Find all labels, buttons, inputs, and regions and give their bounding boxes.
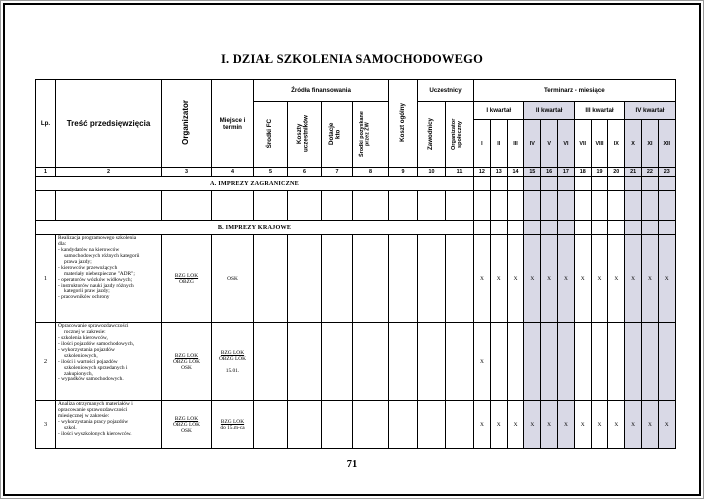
month-mark: X — [524, 235, 541, 323]
row-lp: 3 — [36, 401, 56, 449]
month-mark: X — [658, 401, 675, 449]
column-number: 21 — [625, 168, 642, 177]
header-month: VI — [558, 120, 575, 168]
column-number: 5 — [254, 168, 288, 177]
page-number: 71 — [346, 459, 358, 470]
header-zawodnicy — [418, 102, 446, 168]
column-number: 1 — [36, 168, 56, 177]
header-dotacje-label: Dotacje kto — [328, 122, 342, 145]
column-number: 4 — [212, 168, 254, 177]
header-quarter-2: II kwartał — [524, 102, 574, 120]
month-mark — [558, 323, 575, 401]
month-mark: X — [658, 235, 675, 323]
column-number: 6 — [288, 168, 322, 177]
document-title: I. DZIAŁ SZKOLENIA SAMOCHODOWEGO — [220, 52, 483, 66]
header-month: XI — [642, 120, 659, 168]
header-uczestnicy: Uczestnicy — [418, 80, 474, 102]
column-number: 17 — [558, 168, 575, 177]
header-koszt-ogolny — [389, 80, 418, 168]
column-number: 3 — [162, 168, 212, 177]
header-dotacje — [322, 102, 353, 168]
month-mark: X — [591, 235, 608, 323]
row-place: BZG LOK OBZG LOK 15.01. — [212, 323, 254, 401]
header-srodki-fc — [254, 102, 288, 168]
month-mark: X — [591, 401, 608, 449]
row-lp: 2 — [36, 323, 56, 401]
header-organizator — [162, 80, 212, 168]
header-quarter-4: IV kwartał — [625, 102, 675, 120]
column-number: 14 — [507, 168, 524, 177]
header-month: VIII — [591, 120, 608, 168]
month-mark: X — [524, 401, 541, 449]
column-number: 18 — [574, 168, 591, 177]
month-mark: X — [490, 401, 507, 449]
row-lp: 1 — [36, 235, 56, 323]
column-number: 2 — [56, 168, 162, 177]
month-mark: X — [507, 235, 524, 323]
column-number: 13 — [490, 168, 507, 177]
header-quarter-1: I kwartał — [474, 102, 524, 120]
header-quarter-3: III kwartał — [574, 102, 624, 120]
month-mark — [524, 323, 541, 401]
month-mark — [591, 323, 608, 401]
header-organizator-spoleczny-label: Organizator społeczny — [450, 117, 463, 150]
column-number: 16 — [541, 168, 558, 177]
column-number: 20 — [608, 168, 625, 177]
column-number: 10 — [418, 168, 446, 177]
header-month: IV — [524, 120, 541, 168]
month-mark: X — [608, 235, 625, 323]
month-mark: X — [507, 401, 524, 449]
row-organizer: BZG LOK OBZG — [162, 235, 212, 323]
column-number: 9 — [389, 168, 418, 177]
header-organizator-spoleczny — [446, 102, 474, 168]
plan-table — [35, 79, 676, 449]
header-srodki-zw-label: Środki pozyskane przez ZW — [358, 110, 371, 157]
header-lp: Lp. — [36, 80, 56, 168]
month-mark — [574, 323, 591, 401]
section-heading-b: B. IMPREZY KRAJOWE — [36, 221, 474, 235]
month-mark: X — [625, 235, 642, 323]
column-number: 8 — [353, 168, 389, 177]
header-tresc: Treść przedsięwzięcia — [56, 80, 162, 168]
month-mark: X — [608, 401, 625, 449]
month-mark: X — [474, 235, 491, 323]
column-number: 12 — [474, 168, 491, 177]
table-row — [36, 323, 676, 401]
row-description: Realizacja programowego szkolenia dla: - kandydatów na kierowców samochodowych różnych kategorii prawa jazdy; - kierowców przewożących materiały niebezpieczne "ADR"; - operatorów wózków widłowych; - instruktorów nauki jazdy różnych kategorii praw jazdy; - pracowników ochrony — [56, 235, 162, 323]
header-month: X — [625, 120, 642, 168]
month-mark: X — [558, 235, 575, 323]
header-month: II — [490, 120, 507, 168]
table-row — [36, 401, 676, 449]
header-zawodnicy-label: Zawodnicy — [427, 117, 435, 150]
header-terminarz: Terminarz - miesiące — [474, 80, 676, 102]
month-mark — [608, 323, 625, 401]
header-month: V — [541, 120, 558, 168]
header-month: VII — [574, 120, 591, 168]
month-mark — [642, 323, 659, 401]
column-number: 7 — [322, 168, 353, 177]
header-month: III — [507, 120, 524, 168]
table-row-empty — [36, 191, 676, 221]
month-mark: X — [625, 401, 642, 449]
table-row — [36, 235, 676, 323]
month-mark: X — [574, 401, 591, 449]
month-mark — [490, 323, 507, 401]
month-mark: X — [642, 235, 659, 323]
column-number: 11 — [446, 168, 474, 177]
row-place: BZG LOK do 15.m-ca — [212, 401, 254, 449]
month-mark: X — [574, 235, 591, 323]
column-number: 22 — [642, 168, 659, 177]
month-mark — [625, 323, 642, 401]
month-mark: X — [541, 235, 558, 323]
column-number: 19 — [591, 168, 608, 177]
header-month: XII — [658, 120, 675, 168]
header-month: I — [474, 120, 491, 168]
header-organizator-label: Organizator — [181, 100, 191, 145]
month-mark — [507, 323, 524, 401]
month-mark — [541, 323, 558, 401]
section-heading-a: A. IMPREZY ZAGRANICZNE — [36, 177, 474, 191]
header-srodki-zw — [353, 102, 389, 168]
month-mark: X — [642, 401, 659, 449]
column-number: 15 — [524, 168, 541, 177]
header-miejsce: Miejsce i termin — [212, 80, 254, 168]
header-koszt-ogolny-label: Koszt ogólny — [398, 103, 406, 142]
month-mark: X — [558, 401, 575, 449]
month-mark: X — [541, 401, 558, 449]
row-organizer: BZG LOK OBZG LOK OSK — [162, 401, 212, 449]
row-organizer: BZG LOK OBZG LOK OSK — [162, 323, 212, 401]
header-srodki-fc-label: Środki FC — [266, 118, 274, 149]
header-koszty — [288, 102, 322, 168]
header-month: IX — [608, 120, 625, 168]
row-description: Analiza otrzymanych materiałów i opracowanie sprawozdawczości miesięcznej w zakresie: - wykorzystania pracy pojazdów szkol. - ilości wyszkolonych kierowców. — [56, 401, 162, 449]
row-place: OSK — [212, 235, 254, 323]
month-mark: X — [490, 235, 507, 323]
header-zrodla: Źródła finansowania — [254, 80, 389, 102]
column-number: 23 — [658, 168, 675, 177]
month-mark — [658, 323, 675, 401]
row-description: Opracowanie sprawozdawczości rocznej w zakresie: - szkolenia kierowców, - ilości pojazdów samochodowych, - wykorzystania pojazdów szkoleniowych, - ilości i wartości pojazdów szkoleniowych sprzedanych i zakupionych, - wypadków samochodowych. — [56, 323, 162, 401]
month-mark: X — [474, 323, 491, 401]
month-mark: X — [474, 401, 491, 449]
header-koszty-label: Koszty uczestników — [295, 115, 309, 152]
